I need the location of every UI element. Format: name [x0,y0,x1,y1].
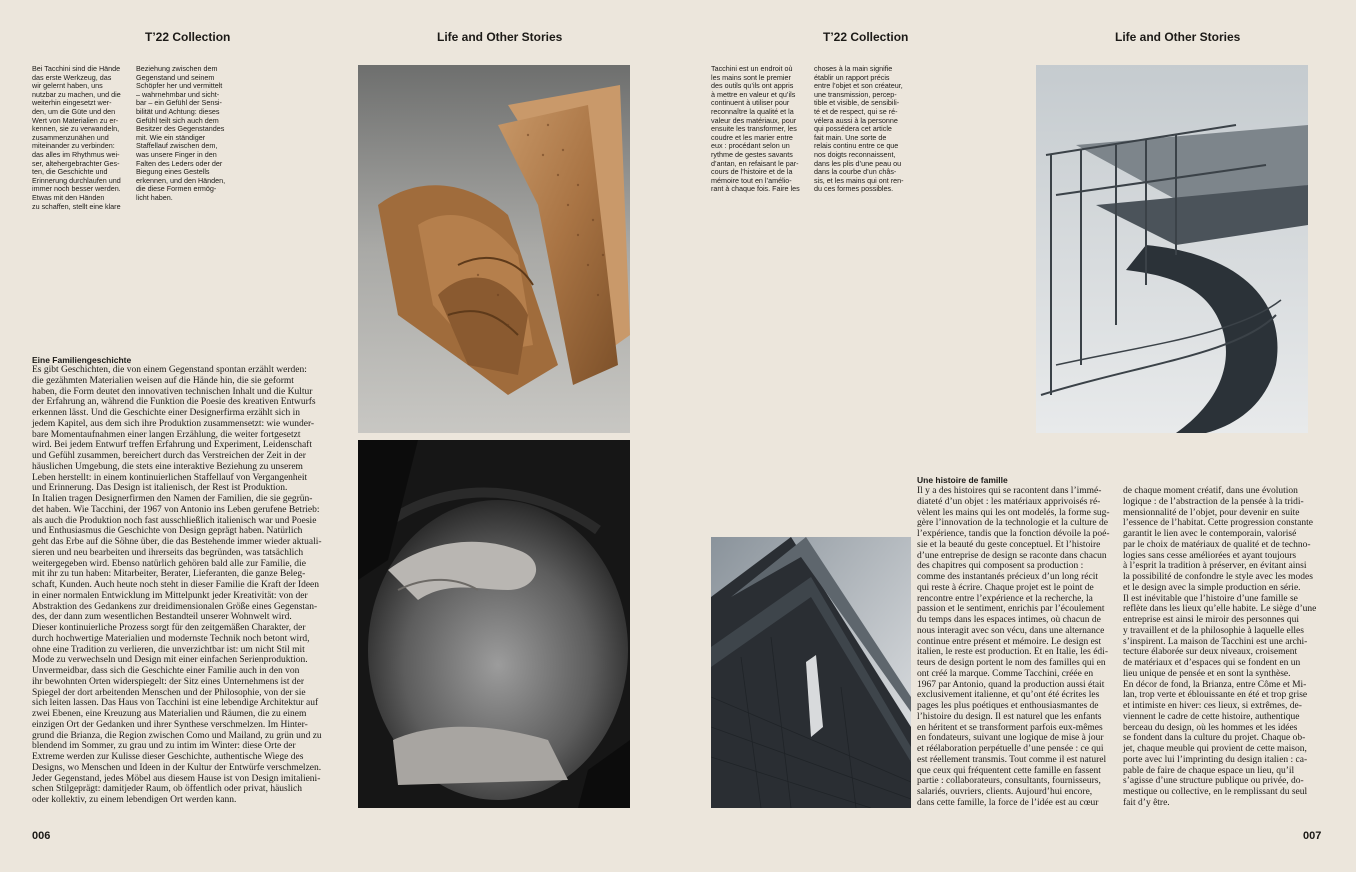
left-intro-column-1: Bei Tacchini sind die Hände das erste Werkzeug, das wir gelernt haben, uns nutzbar zu machen, und die weiterhin eingesetzt wer- den, um die Güte und den Wert von Materialien zu er- kennen, sie zu verwandeln, zusammenzunähen und miteinander zu verbinden: das alles im Rhythmus wei- ser, altehergebrachter Ges- ten, die Geschichte und Erinnerung durchlaufen und immer noch besser werden. Etwas mit den Händen zu schaffen, stellt eine klare [32,64,121,211]
right-intro-column-2: choses à la main signifie établir un rapport précis entre l’objet et son créateur, une transmission, percep- tible et visible, de sensibili- té et de respect, qui se ré- vélera aussi à la personne qui possédera cet article fait main. Une sorte de relais continu entre ce que nos doigts reconnaissent, dans les plis d’une peau ou dans la courbe d’un châs- sis, et les mains qui ont ren- du ces formes possibles. [814,64,904,194]
page-number-left: 006 [32,830,51,842]
left-intro-column-2: Beziehung zwischen dem Gegenstand und seinem Schöpfer her und vermittelt – wahrnehmbar und sicht- bar – ein Gefühl der Sensi- bilität und Achtung: dieses Gefühl teilt sich auch dem Besitzer des Gegenstandes mit. Wie ein ständiger Staffellauf zwischen dem, was unsere Finger in den Falten des Leders oder der Biegung eines Gestells erkennen, und den Händen, die diese Formen ermög- licht haben. [136,64,226,202]
right-header-section: Life and Other Stories [1115,30,1241,44]
building-photo [711,537,911,808]
leather-photo [358,65,630,433]
left-section-title: Eine Familiengeschichte [32,355,132,365]
right-article [917,475,1327,485]
staircase-photo [1036,65,1308,433]
right-body-column-1: Il y a des histoires qui se racontent dans l’immé- diateté d’un objet : les matériaux apprivoisés ré- vèlent les mains qui les ont modelés, la forme sug- gère l’innovation de la technologie et la culture de l’expérience, tandis que la fonction dévoile la poé- sie et la beauté du geste conceptuel. Et l’histoire d’une entreprise de design se raconte dans chacun des chapitres qui composent sa production : comme des instantanés précieux d’un long récit qui reste à écrire. Chaque projet est le point de rencontre entre l’expérience et la recherche, la passion et le sentiment, enrichis par l’écoulement du temps dans les espaces intimes, où chacun de nous interagit avec son vécu, dans une alternance continue entre présent et mémoire. Le design est italien, le reste est production. Et en Italie, les édi- teurs de design portent le nom des familles qui en ont créé la marque. Comme Tacchini, créée en 1967 par Antonio, quand la production aussi était exclusivement italienne, et qu’ont été écrites les pages les plus poétiques et enthousiasmantes de l’histoire du design. Il est naturel que les enfants en héritent et se transforment parfois eux-mêmes en fondateurs, suivant une logique de mise à jour et réélaboration perpétuelle d’une pensée : ce qui est réellement transmis. Tout comme il est naturel que ceux qui fréquentent cette famille en fassent partie : collaborateurs, consultants, fournisseurs, salariés, ouvriers, clients. Aujourd’hui encore, dans cette famille, la force de l’idée est au cœur [917,486,1110,808]
left-header-section: Life and Other Stories [437,30,563,44]
left-header-collection: T’22 Collection [145,30,231,44]
left-article [32,355,352,806]
left-body-text: Es gibt Geschichten, die von einem Gegenstand spontan erzählt werden: die gezähmten Materialien weisen auf die Hände hin, die sie geformt haben, die Form deutet den innovativen technischen Inhalt und die Kultur der Erfahrung an, während die Funktion die Poesie des kreativen Entwurfs erkennen lässt. Und die Geschichte einer Designerfirma erzählt sich in jedem Kapitel, aus dem sich ihre Produktion zusammensetzt: wie wunder- bare Momentaufnahmen einer langen Erzählung, die weiter fortgesetzt wird. Bei jedem Entwurf treffen Erfahrung und Experiment, Leidenschaft und Gefühl zusammen, bereichert durch das Verstreichen der Zeit in der häuslichen Umgebung, die stets eine interaktive Beziehung zu unserem Leben herstellt: in einem kontinuierlichen Staffellauf von Vergangenheit und Erinnerung. Das Design ist italienisch, der Rest ist Produktion. In Italien tragen Designerfirmen den Namen der Familien, die sie gegrün- det haben. Wie Tacchini, der 1967 von Antonio ins Leben gerufene Betrieb: als auch die Produktion noch fast ausschließlich italienisch war und Poesie und Enthusiasmus die Geschichte von Design geprägt haben. Natürlich geht das Erbe auf die Söhne über, die das Bestehende immer wieder aktuali- sieren und neu bearbeiten und ihrerseits das begründen, was tatsächlich weitergegeben wird. Ebenso natürlich gehören bald alle zur Familie, die mit ihr zu tun haben: Mitarbeiter, Berater, Lieferanten, die ganze Beleg- schaft, Kunden. Auch heute noch steht in dieser Familie die Kraft der Ideen in einer normalen Entwicklung im Mittelpunkt jeder Kreativität: von der Abstraktion des Gedankens zur dreidimensionalen Größe eines Gegenstan- des, der dann zum wesentlichen Bestandteil unserer Wohnwelt wird. Dieser kontinuierliche Prozess sorgt für den zeitgemäßen Charakter, der durch hochwertige Materialien und modernste Technik noch betont wird, ohne eine Tradition zu verlieren, die unverzichtbar ist: um nicht Stil mit Mode zu verwechseln und Design mit einer einfachen Serienproduktion. Unvermeidbar, dass sich die Geschichte einer Familie auch in den von ihr bewohnten Orten widerspiegelt: der Sitz eines Unternehmens ist der Spiegel der dort arbeitenden Menschen und der Philosophie, von der sie sich leiten lassen. Das Haus von Tacchini ist eine lebendige Architektur auf zwei Ebenen, eine Kreuzung aus Materialien und Räumen, die zu einem einzigen Ort der Gedanken und ihrer Synthese verschmelzen. Im Hinter- grund die Brianza, die Region zwischen Como und Mailand, zu grün und zu blendend im Sommer, zu grau und zu intim im Winter: diese Orte der Extreme werden zur Kulisse dieser Geschichte, authentische Wiege des Designs, wo Menschen und Ideen in der Kultur der Entwürfe verschmelzen. Jeder Gegenstand, jedes Möbel aus diesem Hause ist von Design imitalieni- schen Stilgeprägt: damitjeder Raum, ob öffentlich oder privat, häuslich oder kollektiv, zu einem lebendigen Ort werden kann. [32,365,322,805]
right-section-title: Une histoire de famille [917,475,1008,485]
right-header-collection: T’22 Collection [823,30,909,44]
right-intro-column-1: Tacchini est un endroit où les mains sont le premier des outils qu’ils ont appris à mettre en valeur et qu’ils continuent à utiliser pour reconnaître la qualité et la valeur des matériaux, pour ensuite les transformer, les coudre et les marier entre eux : procédant selon un rythme de gestes savants d’antan, en refaisant le par- cours de l’histoire et de la mémoire tout en l’amélio- rant à chaque fois. Faire les [711,64,800,194]
right-body-column-2: de chaque moment créatif, dans une évolution logique : de l’abstraction de la pensée à la tridi- mensionnalité de l’objet, pour devenir en suite l’essence de l’habitat. Cette progression constante garantit le lien avec le contemporain, valorisé par le choix de matériaux de qualité et de techno- logies sans cesse améliorées et ayant toujours à l’esprit la tradition à préserver, en évitant ainsi la possibilité de confondre le style avec les modes et le design avec la simple production en série. Il est inévitable que l’histoire d’une famille se reflète dans les lieux qu’elle habite. Le siège d’une entreprise est ainsi le miroir des personnes qui y travaillent et de la philosophie à laquelle elles s’inspirent. La maison de Tacchini est une archi- tecture élaborée sur deux niveaux, croisement de matériaux et d’espaces qui se fondent en un lieu unique de pensée et en sont la synthèse. En décor de fond, la Brianza, entre Côme et Mi- lan, trop verte et éblouissante en été et trop grise et intimiste en hiver: ces lieux, si extrêmes, de- viennent le cadre de cette histoire, authentique berceau du design, où les hommes et les idées se fondent dans la culture du projet. Chaque ob- jet, chaque meuble qui provient de cette maison, porte avec lui l’imprinting du design italien : ca- pable de faire de chaque espace un lieu, qu’il s’agisse d’une structure publique ou privée, do- mestique ou collective, en le remplissant du seul fait d’y être. [1123,486,1317,808]
page-number-right: 007 [1303,830,1322,842]
hands-photo [358,440,630,808]
